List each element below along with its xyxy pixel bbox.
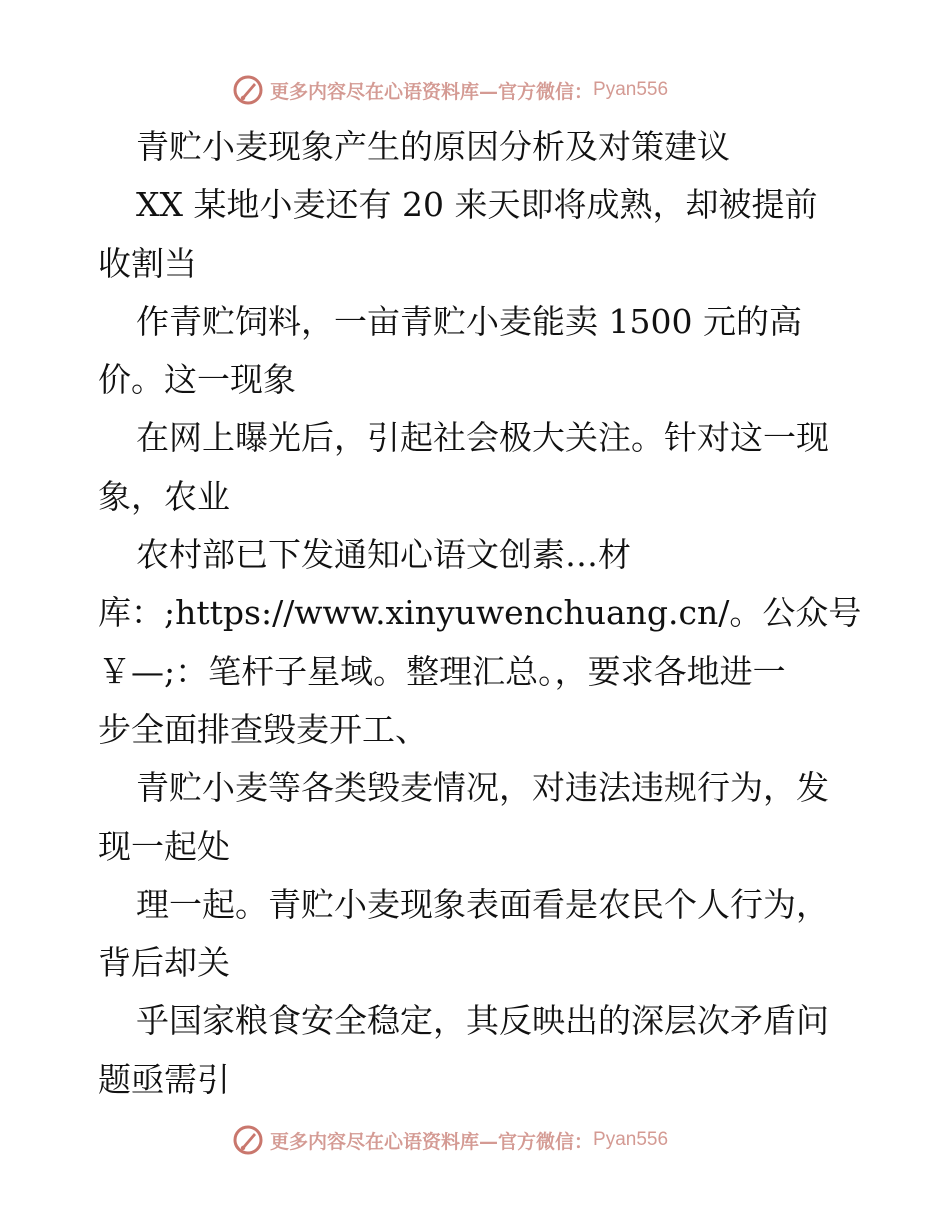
text-line: 农村部已下发通知心语文创素…材 — [136, 535, 631, 575]
text-line: 在网上曝光后，引起社会极大关注。针对这一现 — [136, 418, 829, 458]
banner-handle: Pyan556 — [593, 1129, 669, 1150]
text-line: 现一起处 — [98, 826, 230, 866]
footer-banner — [232, 1122, 668, 1158]
banner-handle: Pyan556 — [593, 79, 669, 100]
text-line: 步全面排查毁麦开工、 — [98, 709, 428, 749]
quill-seal-icon — [232, 74, 264, 106]
banner-text: 更多内容尽在心语资料库—官方微信： — [270, 80, 594, 103]
text-line: XX 某地小麦还有 20 来天即将成熟，却被提前 — [136, 185, 818, 225]
quill-seal-icon — [232, 1124, 264, 1156]
text-line: 理一起。青贮小麦现象表面看是农民个人行为， — [136, 884, 829, 924]
document-body — [98, 118, 868, 1109]
text-line: 象，农业 — [98, 476, 230, 516]
document-title: 青贮小麦现象产生的原因分析及对策建议 — [136, 127, 730, 166]
text-line: 作青贮饲料，一亩青贮小麦能卖 1500 元的高 — [136, 301, 802, 341]
text-line: ￥—;：笔杆子星域。整理汇总。，要求各地进一 — [98, 651, 786, 691]
text-line: 库：;https://www.xinyuwenchuang.cn/。公众号 — [98, 593, 862, 633]
text-line: 乎国家粮食安全稳定，其反映出的深层次矛盾问 — [136, 1001, 829, 1041]
text-line: 收割当 — [98, 243, 197, 283]
banner-text: 更多内容尽在心语资料库—官方微信： — [270, 1130, 594, 1153]
text-line: 青贮小麦等各类毁麦情况，对违法违规行为，发 — [136, 768, 829, 808]
text-line: 题亟需引 — [98, 1059, 230, 1099]
text-line: 背后却关 — [98, 943, 230, 983]
header-banner — [232, 72, 668, 108]
text-line: 价。这一现象 — [98, 360, 296, 400]
